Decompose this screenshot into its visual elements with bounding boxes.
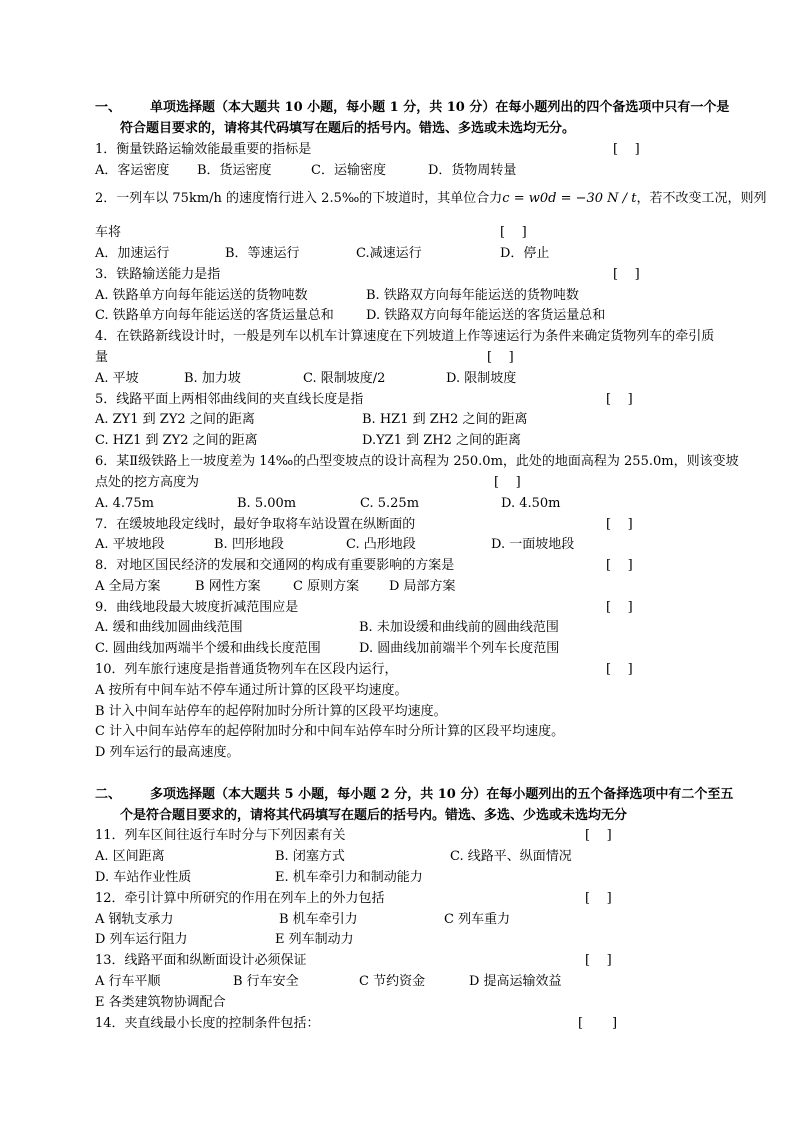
q5-option-a: A. ZY1 到 ZY2 之间的距离 bbox=[95, 412, 255, 427]
q4-stem: 4．在铁路新线设计时，一般是列车以机车计算速度在下列坡道上作等速运行为条件来确定货物列车的牵引质 bbox=[95, 329, 715, 344]
q2-option-b: B．等速运行 bbox=[225, 246, 300, 261]
q4-stem-cont: 量 bbox=[95, 350, 109, 365]
q10-option-a: A 按所有中间车站不停车通过所计算的区段平均速度。 bbox=[95, 683, 408, 698]
q7-option-a: A. 平坡地段 bbox=[95, 537, 165, 552]
q13-option-b: B 行车安全 bbox=[233, 974, 299, 989]
q13-answer-bracket[interactable]: [ ] bbox=[585, 953, 612, 968]
q6-stem-cont: 点处的挖方高度为 bbox=[95, 475, 200, 490]
q7-answer-bracket[interactable]: [ ] bbox=[606, 517, 633, 532]
q5-answer-bracket[interactable]: [ ] bbox=[606, 392, 633, 407]
q10-option-d: D 列车运行的最高速度。 bbox=[95, 745, 240, 760]
q14-stem: 14．夹直线最小长度的控制条件包括： bbox=[95, 1016, 320, 1031]
q12-option-c: C 列车重力 bbox=[444, 912, 511, 927]
q3-stem: 3．铁路输送能力是指 bbox=[95, 267, 221, 282]
section2-heading: 多项选择题（本大题共 5 小题，每小题 2 分，共 10 分）在每小题列出的五个备择选项中有二个至五 bbox=[150, 787, 734, 802]
q12-option-d: D 列车运行阻力 bbox=[95, 932, 188, 947]
q8-option-d: D 局部方案 bbox=[389, 579, 456, 594]
q8-option-a: A 全局方案 bbox=[95, 579, 161, 594]
q2-option-a: A．加速运行 bbox=[95, 246, 170, 261]
q8-option-b: B 网性方案 bbox=[195, 579, 261, 594]
q6-option-a: A. 4.75m bbox=[95, 496, 154, 511]
q13-option-e: E 各类建筑物协调配合 bbox=[95, 995, 226, 1010]
q14-answer-bracket[interactable]: [ ] bbox=[578, 1016, 618, 1031]
q9-option-c: C. 圆曲线加两端半个缓和曲线长度范围 bbox=[95, 641, 321, 656]
q5-option-c: C. HZ1 到 ZY2 之间的距离 bbox=[95, 433, 258, 448]
q2-stem-pre: 2．一列车以 75km/h 的速度惰行进入 2.5‰的下坡道时，其单位合力 bbox=[95, 191, 503, 206]
q5-option-b: B. HZ1 到 ZH2 之间的距离 bbox=[362, 412, 528, 427]
q3-option-b: B. 铁路双方向每年能运送的货物吨数 bbox=[366, 288, 579, 303]
q4-option-b: B. 加力坡 bbox=[184, 371, 241, 386]
q11-option-e: E. 机车牵引力和制动能力 bbox=[275, 870, 423, 885]
q12-option-e: E 列车制动力 bbox=[275, 932, 354, 947]
q10-option-b: B 计入中间车站停车的起停附加时分所计算的区段平均速度。 bbox=[95, 704, 447, 719]
q11-option-c: C. 线路平、纵面情况 bbox=[450, 849, 572, 864]
q2-formula: c = w0d = −30 N / t bbox=[502, 191, 637, 206]
q7-option-c: C. 凸形地段 bbox=[346, 537, 416, 552]
q7-option-b: B. 凹形地段 bbox=[214, 537, 284, 552]
q11-option-b: B. 闭塞方式 bbox=[275, 849, 345, 864]
q11-option-d: D. 车站作业性质 bbox=[95, 870, 192, 885]
q3-option-a: A. 铁路单方向每年能运送的货物吨数 bbox=[95, 288, 308, 303]
q2-option-c: C.减速运行 bbox=[356, 246, 422, 261]
q6-option-c: C. 5.25m bbox=[360, 496, 420, 511]
q5-option-d: D.YZ1 到 ZH2 之间的距离 bbox=[362, 433, 522, 448]
q9-answer-bracket[interactable]: [ ] bbox=[606, 600, 633, 615]
q7-option-d: D. 一面坡地段 bbox=[491, 537, 575, 552]
q11-stem: 11．列车区间往返行车时分与下列因素有关 bbox=[95, 828, 346, 843]
q1-option-c: C．运输密度 bbox=[311, 163, 386, 178]
q9-stem: 9．曲线地段最大坡度折减范围应是 bbox=[95, 600, 299, 615]
q13-stem: 13．线路平面和纵断面设计必须保证 bbox=[95, 953, 307, 968]
q7-stem: 7．在缓坡地段定线时，最好争取将车站设置在纵断面的 bbox=[95, 517, 416, 532]
q10-answer-bracket[interactable]: [ ] bbox=[606, 662, 633, 677]
q13-option-c: C 节约资金 bbox=[359, 974, 426, 989]
q10-option-c: C 计入中间车站停车的起停附加时分和中间车站停车时分所计算的区段平均速度。 bbox=[95, 724, 565, 739]
q4-option-d: D. 限制坡度 bbox=[446, 371, 517, 386]
q1-option-a: A．客运密度 bbox=[95, 163, 170, 178]
q6-option-b: B. 5.00m bbox=[237, 496, 297, 511]
q4-option-a: A. 平坡 bbox=[95, 371, 139, 386]
q3-option-c: C. 铁路单方向每年能运送的客货运量总和 bbox=[95, 308, 334, 323]
q1-stem: 1．衡量铁路运输效能最重要的指标是 bbox=[95, 142, 312, 157]
q6-option-d: D. 4.50m bbox=[501, 496, 561, 511]
q4-option-c: C. 限制坡度/2 bbox=[303, 371, 386, 386]
q10-stem: 10．列车旅行速度是指普通货物列车在区段内运行， bbox=[95, 662, 398, 677]
q1-answer-bracket[interactable]: [ ] bbox=[613, 142, 640, 157]
q6-answer-bracket[interactable]: [ ] bbox=[494, 475, 521, 490]
q2-answer-bracket[interactable]: [ ] bbox=[500, 225, 527, 240]
q8-stem: 8．对地区国民经济的发展和交通网的构成有重要影响的方案是 bbox=[95, 558, 455, 573]
q12-option-a: A 钢轨支承力 bbox=[95, 912, 174, 927]
q6-stem: 6．某Ⅱ级铁路上一坡度差为 14‰的凸型变坡点的设计高程为 250.0m，此处的地面高程为 255.0m，则该变坡 bbox=[95, 454, 739, 469]
q13-option-a: A 行车平顺 bbox=[95, 974, 161, 989]
q13-option-d: D 提高运输效益 bbox=[469, 974, 562, 989]
q2-stem-cont: 车将 bbox=[95, 225, 122, 240]
section2-heading-cont: 个是符合题目要求的，请将其代码填写在题后的括号内。错选、多选、少选或未选均无分 bbox=[120, 808, 628, 823]
q3-answer-bracket[interactable]: [ ] bbox=[613, 267, 640, 282]
q2-stem-post: ，若不改变工况，则列 bbox=[636, 191, 767, 206]
q2-stem bbox=[95, 191, 766, 207]
q11-option-a: A. 区间距离 bbox=[95, 849, 165, 864]
section1-heading-cont: 符合题目要求的，请将其代码填写在题后的括号内。错选、多选或未选均无分。 bbox=[120, 121, 576, 136]
q1-option-b: B．货运密度 bbox=[197, 163, 272, 178]
q1-option-d: D．货物周转量 bbox=[428, 163, 517, 178]
section1-heading: 单项选择题（本大题共 10 小题，每小题 1 分，共 10 分）在每小题列出的四个备选项中只有一个是 bbox=[150, 100, 730, 115]
q11-answer-bracket[interactable]: [ ] bbox=[585, 828, 612, 843]
q12-answer-bracket[interactable]: [ ] bbox=[585, 891, 612, 906]
q9-option-a: A. 缓和曲线加圆曲线范围 bbox=[95, 620, 243, 635]
q2-option-d: D．停止 bbox=[500, 246, 550, 261]
q12-option-b: B 机车牵引力 bbox=[279, 912, 358, 927]
q12-stem: 12．牵引计算中所研究的作用在列车上的外力包括 bbox=[95, 891, 385, 906]
section2-number: 二、 bbox=[95, 787, 122, 802]
q9-option-d: D. 圆曲线加前端半个列车长度范围 bbox=[359, 641, 560, 656]
q5-stem: 5．线路平面上两相邻曲线间的夹直线长度是指 bbox=[95, 392, 364, 407]
q8-answer-bracket[interactable]: [ ] bbox=[606, 558, 633, 573]
q3-option-d: D. 铁路双方向每年能运送的客货运量总和 bbox=[366, 308, 606, 323]
q8-option-c: C 原则方案 bbox=[293, 579, 360, 594]
q9-option-b: B. 未加设缓和曲线前的圆曲线范围 bbox=[359, 620, 559, 635]
q4-answer-bracket[interactable]: [ ] bbox=[487, 350, 514, 365]
section1-number: 一、 bbox=[95, 100, 122, 115]
